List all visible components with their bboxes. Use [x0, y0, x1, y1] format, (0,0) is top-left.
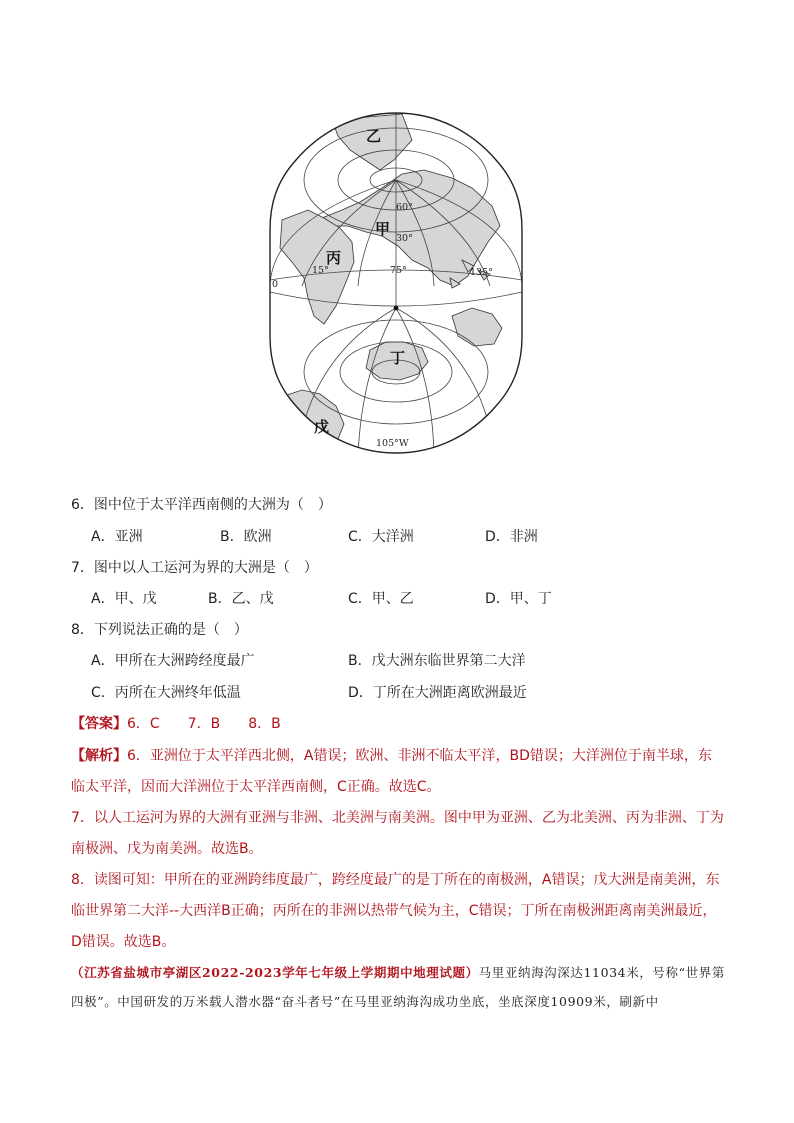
- q8-option-b: B．戊大洲东临世界第二大洋: [348, 653, 526, 669]
- question-8-stem: 8．下列说法正确的是（ ）: [71, 622, 248, 638]
- label-jia: 甲: [375, 220, 391, 238]
- source-passage: [71, 958, 731, 1016]
- q6-option-a: A．亚洲: [91, 529, 143, 545]
- analysis-6-text: 6．亚洲位于太平洋西北侧，A错误；欧洲、非洲不临太平洋，BD错误；大洋洲位于南半球，东临太平洋，因而大洋洲位于太平洋西南侧，C正确。故选C。: [71, 748, 712, 795]
- lon-135-label: 135°: [470, 267, 493, 278]
- source-label: （江苏省盐城市亭湖区2022-2023学年七年级上学期期中地理试题）: [71, 965, 479, 980]
- australia-land: [452, 308, 502, 346]
- lat-30-label: 30°: [396, 233, 413, 244]
- q7-option-c: C．甲、乙: [348, 591, 414, 607]
- analysis-6: [71, 741, 725, 803]
- q8-option-c: C．丙所在大洲终年低温: [91, 685, 241, 701]
- q7-option-a: A．甲、戊: [91, 591, 157, 607]
- analysis-7: 7．以人工运河为界的大洲有亚洲与非洲、北美洲与南美洲。图中甲为亚洲、乙为北美洲、丙为非洲、丁为南极洲、戊为南美洲。故选B。: [71, 810, 724, 857]
- lon-75-label: 75°: [390, 265, 407, 276]
- lon-15-label: 15°: [312, 265, 329, 276]
- lon-105w-label: 105°W: [376, 438, 409, 449]
- label-bing: 丙: [326, 249, 342, 267]
- q6-option-c: C．大洋洲: [348, 529, 414, 545]
- q7-option-d: D．甲、丁: [485, 591, 552, 607]
- map-svg: [262, 110, 530, 456]
- q8-option-d: D．丁所在大洲距离欧洲最近: [348, 685, 527, 701]
- source-text: 马里亚纳海沟深达11034米，号称“世界第四极”。中国研发的万米载人潜水器“奋斗者号”在马里亚纳海沟成功坐底，坐底深度10909米，刷新中: [71, 965, 725, 1009]
- label-yi: 乙: [366, 127, 382, 145]
- map-content: [270, 113, 522, 455]
- analysis-8: 8．读图可知：甲所在的亚洲跨纬度最广，跨经度最广的是丁所在的南极洲，A错误；戊大洲是南美洲，东临世界第二大洋--大西洋B正确；丙所在的非洲以热带气候为主，C错误；丁所在南极洲距离南美洲最近，D错误。故选B。: [71, 872, 720, 950]
- q6-option-b: B．欧洲: [220, 529, 272, 545]
- label-wu: 戊: [314, 418, 330, 436]
- answer-line: [71, 714, 281, 734]
- lat-60-label: 60°: [396, 202, 413, 213]
- label-ding: 丁: [390, 349, 406, 367]
- world-map-figure: [262, 110, 530, 456]
- center-point: [394, 306, 399, 311]
- q7-option-b: B．乙、戊: [208, 591, 274, 607]
- q6-option-d: D．非洲: [485, 529, 538, 545]
- answer-text: 6．C 7．B 8．B: [127, 716, 281, 732]
- question-7-stem: 7．图中以人工运河为界的大洲是（ ）: [71, 560, 318, 576]
- lon-0-label: 0: [272, 279, 279, 290]
- question-6-stem: 6．图中位于太平洋西南侧的大洲为（ ）: [71, 497, 332, 513]
- analysis-label: 【解析】: [71, 748, 127, 764]
- answer-label: 【答案】: [71, 716, 127, 732]
- q8-option-a: A．甲所在大洲跨经度最广: [91, 653, 255, 669]
